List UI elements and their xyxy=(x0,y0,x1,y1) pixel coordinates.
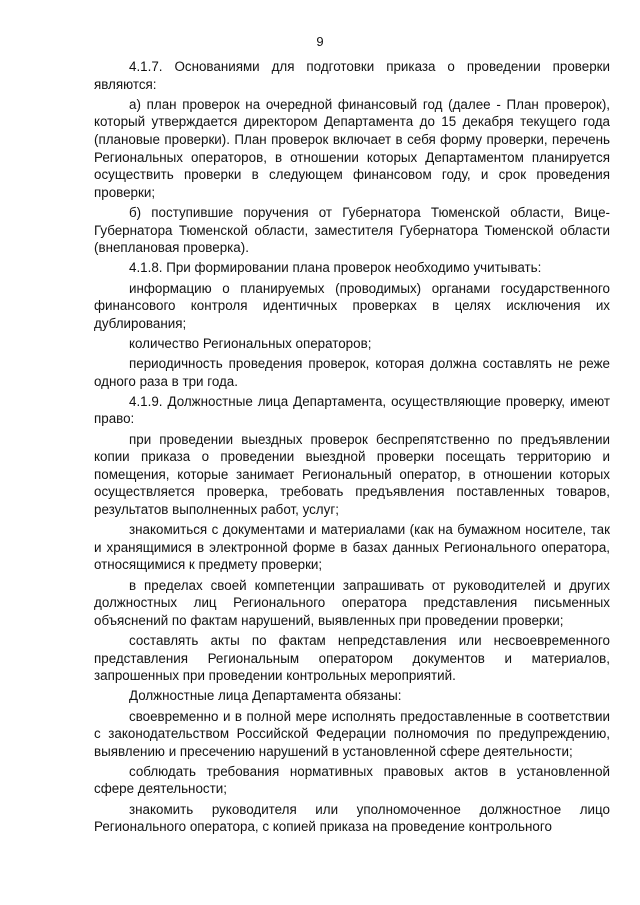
document-body xyxy=(94,58,610,838)
paragraph-exercise-powers: своевременно и в полной мере исполнять предоставленные в соответствии с законодательством Российской Федерации полномочия по предупреждению, выявлению и пресечению нарушений в установленной сфере деятельности; xyxy=(94,708,610,759)
paragraph-item-b: б) поступившие поручения от Губернатора Тюменской области, Вице-Губернатора Тюменской области, заместителя Губернатора Тюменской области (внеплановая проверка). xyxy=(94,204,610,256)
paragraph-4-1-8: 4.1.8. При формировании плана проверок необходимо учитывать: xyxy=(129,260,542,276)
paragraph-review-documents: знакомиться с документами и материалами (как на бумажном носителе, так и хранящимися в электронной форме в базах данных Регионального оператора, относящимися к предмету проверки; xyxy=(94,522,610,573)
paragraph-comply-requirements: соблюдать требования нормативных правовых актов в установленной сфере деятельности; xyxy=(94,763,610,797)
paragraph-4-1-9: 4.1.9. Должностные лица Департамента, осуществляющие проверку, имеют право: xyxy=(94,393,610,427)
paragraph-4-1-7: 4.1.7. Основаниями для подготовки приказа о проведении проверки являются: xyxy=(94,59,610,92)
paragraph-draw-up-acts: составлять акты по фактам непредставления или несвоевременного представления Региональным оператором документов и материалов, запрошенных при проведении контрольных мероприятий. xyxy=(94,632,610,684)
paragraph-information: информацию о планируемых (проводимых) органами государственного финансового контроля идентичных проверках в целях исключения их дублирования; xyxy=(94,280,610,331)
paragraph-item-a: а) план проверок на очередной финансовый год (далее - План проверок), который утверждается директором Департамента до 15 декабря текущего года (плановые проверки). План проверок включает в себя форму проверки, перечень Региональных операторов, в отношении которых Департаментом планируется осуществить проверки в следующем финансовом году, и срок проведения проверки; xyxy=(94,96,610,200)
paragraph-officials-obliged: Должностные лица Департамента обязаны: xyxy=(129,688,402,704)
paragraph-request-explanations: в пределах своей компетенции запрашивать от руководителей и других должностных лиц Регионального оператора представления письменных объяснений по фактам нарушений, выявленных при проведении проверки; xyxy=(94,577,610,628)
paragraph-acquaint-head: знакомить руководителя или уполномоченное должностное лицо Регионального оператора, с копией приказа на проведение контрольного xyxy=(94,801,610,835)
paragraph-operator-count: количество Региональных операторов; xyxy=(129,335,372,351)
paragraph-onsite-inspections: при проведении выездных проверок беспрепятственно по предъявлении копии приказа о проведении выездной проверки посещать территорию и помещения, которые занимает Региональный оператор, в отношении которых осуществляется проверка, требовать предъявления поставленных товаров, результатов выполненных работ, услуг; xyxy=(94,431,610,517)
paragraph-periodicity: периодичность проведения проверок, которая должна составлять не реже одного раза в три года. xyxy=(94,356,610,389)
page-number: 9 xyxy=(316,34,324,49)
